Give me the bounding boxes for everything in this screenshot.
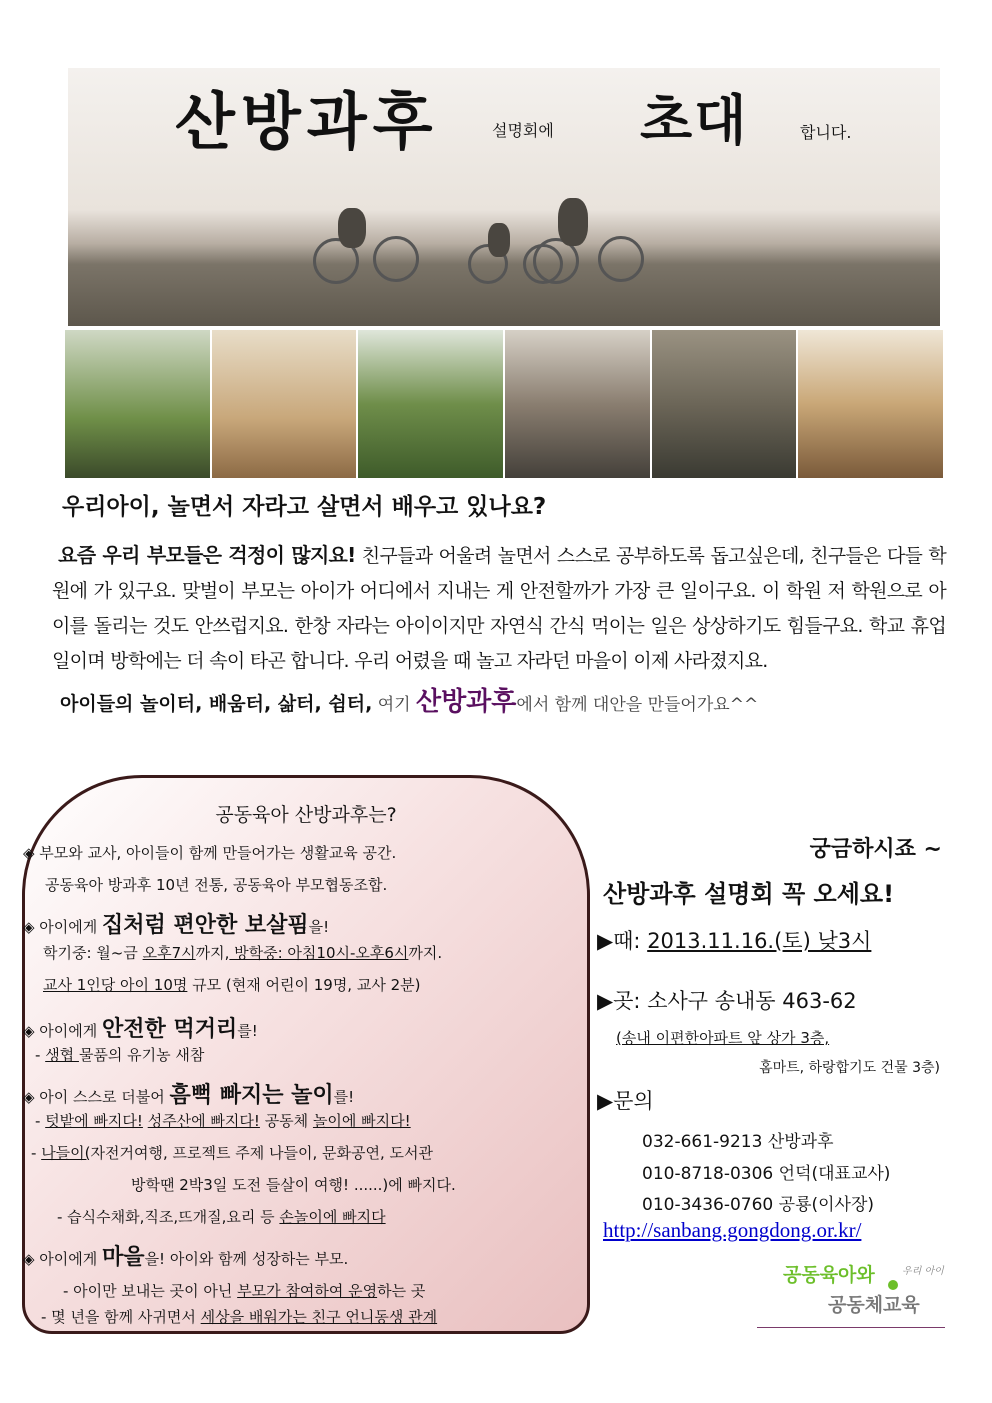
info-heading-2: 산방과후 설명회 꼭 오세요! (603, 880, 895, 908)
photo-strip (65, 330, 943, 478)
logo-tagline: 우리 아이 (902, 1266, 944, 1277)
event-when: ▶때: 2013.11.16.(토) 낮3시 (597, 929, 872, 953)
box-bullet-4-sub-3: 방학땐 2박3일 도전 들살이 여행! ......)에 빠지다. (131, 1176, 456, 1194)
box-bullet-1: ◈ 부모와 교사, 아이들이 함께 만들어가는 생활교육 공간. (23, 844, 397, 862)
photo-kids-garden (358, 330, 503, 478)
contact-label: ▶문의 (597, 1089, 654, 1113)
contact-3: 010-3436-0760 공룡(이사장) (642, 1195, 875, 1215)
intro-paragraph (52, 538, 946, 679)
address-detail-2: 홈마트, 하랑합기도 건물 3층) (759, 1060, 940, 1076)
box-bullet-3: ◈ 아이에게 안전한 먹거리를! (23, 1017, 258, 1042)
logo-line-2: 공동체교육 (828, 1294, 920, 1316)
box-bullet-2-ratio: 교사 1인당 아이 10명 규모 (현재 어린이 19명, 교사 2분) (43, 976, 421, 994)
box-title: 공동육아 산방과후는? (215, 804, 397, 826)
photo-kids-cooking (505, 330, 650, 478)
closing-pre: 여기 (372, 695, 416, 715)
photo-kids-classroom (212, 330, 357, 478)
photo-kid-weaving (798, 330, 943, 478)
box-bullet-5-sub-2: - 몇 년을 함께 사귀면서 세상을 배워가는 친구 언니동생 관계 (41, 1308, 438, 1326)
contact-1: 032-661-9213 산방과후 (642, 1132, 834, 1152)
contact-2: 010-8718-0306 언덕(대표교사) (642, 1164, 891, 1184)
box-bullet-5-sub-1: - 아이만 보내는 곳이 아닌 부모가 참여하여 운영하는 곳 (63, 1282, 426, 1300)
logo-line-1: 공동육아와 (783, 1264, 875, 1286)
title-small: 설명회에 (492, 121, 554, 140)
box-bullet-4: ◈ 아이 스스로 더불어 흠뻑 빠지는 놀이를! (23, 1083, 355, 1108)
title-main: 산방과후 (175, 85, 439, 158)
closing-bold: 아이들의 놀이터, 배움터, 삶터, 쉼터, (60, 693, 373, 715)
box-bullet-2-hours: 학기중: 월~금 오후7시까지, 방학중: 아침10시-오후6시까지. (43, 944, 443, 962)
box-bullet-5: ◈ 아이에게 마을을! 아이와 함께 성장하는 부모. (23, 1245, 349, 1270)
title-main-2: 초대 (640, 89, 749, 152)
leaf-icon (888, 1280, 898, 1290)
closing-post: 에서 함께 대안을 만들어가요^^ (516, 695, 759, 715)
box-bullet-3-sub: - 생협 물품의 유기농 새참 (35, 1046, 205, 1064)
photo-kids-playground (65, 330, 210, 478)
event-where: ▶곳: 소사구 송내동 463-62 (597, 989, 857, 1013)
intro-closing (60, 685, 946, 722)
address-detail-1: (송내 이편한아파트 앞 상가 3층, (616, 1029, 830, 1047)
intro-lead: 요즘 우리 부모들은 걱정이 많지요! (58, 543, 356, 567)
program-info-box (22, 775, 590, 1334)
event-address: 소사구 송내동 463-62 (647, 989, 857, 1013)
box-bullet-4-sub-4: - 습식수채화,직조,뜨개질,요리 등 손놀이에 빠지다 (57, 1208, 386, 1226)
photo-kids-stream (652, 330, 797, 478)
intro-body: 친구들과 어울려 놀면서 스스로 공부하도록 돕고싶은데, 친구들은 다들 학원에 가 있구요. 맞벌이 부모는 아이가 어디에서 지내는 게 안전할까가 가장 큰 일이구요. 이 학원 저 학원으로 아이를 돌리는 것도 안쓰럽지요. 한창 자라는 아이이지만 자연식 간식 먹이는 일은 상상하기도 힘들구요. 학교 휴업일이며 방학에는 더 속이 타곤 합니다. 우리 어렸을 때 놀고 자라던 마을이 이제 사라졌지요. (52, 545, 946, 672)
event-date: 2013.11.16.(토) 낮3시 (647, 929, 872, 953)
box-bullet-1-sub: 공동육아 방과후 10년 전통, 공동육아 부모협동조합. (45, 876, 388, 894)
title-small-2: 합니다. (800, 123, 852, 142)
divider (757, 1327, 945, 1328)
website-link[interactable]: http://sanbang.gongdong.or.kr/ (603, 1218, 862, 1242)
box-bullet-4-sub-2: - 나들이(자전거여행, 프로젝트 주제 나들이, 문화공연, 도서관 (31, 1144, 433, 1162)
box-bullet-2: ◈ 아이에게 집처럼 편안한 보살핌을! (23, 913, 330, 938)
box-bullet-4-sub-1: - 텃밭에 빠지다! 성주산에 빠지다! 공동체 놀이에 빠지다! (35, 1112, 411, 1130)
closing-brand: 산방과후 (415, 687, 517, 717)
intro-heading: 우리아이, 놀면서 자라고 살면서 배우고 있나요? (62, 494, 547, 520)
intro-section (52, 490, 946, 722)
info-heading-1: 궁금하시죠 ~ (809, 837, 942, 862)
